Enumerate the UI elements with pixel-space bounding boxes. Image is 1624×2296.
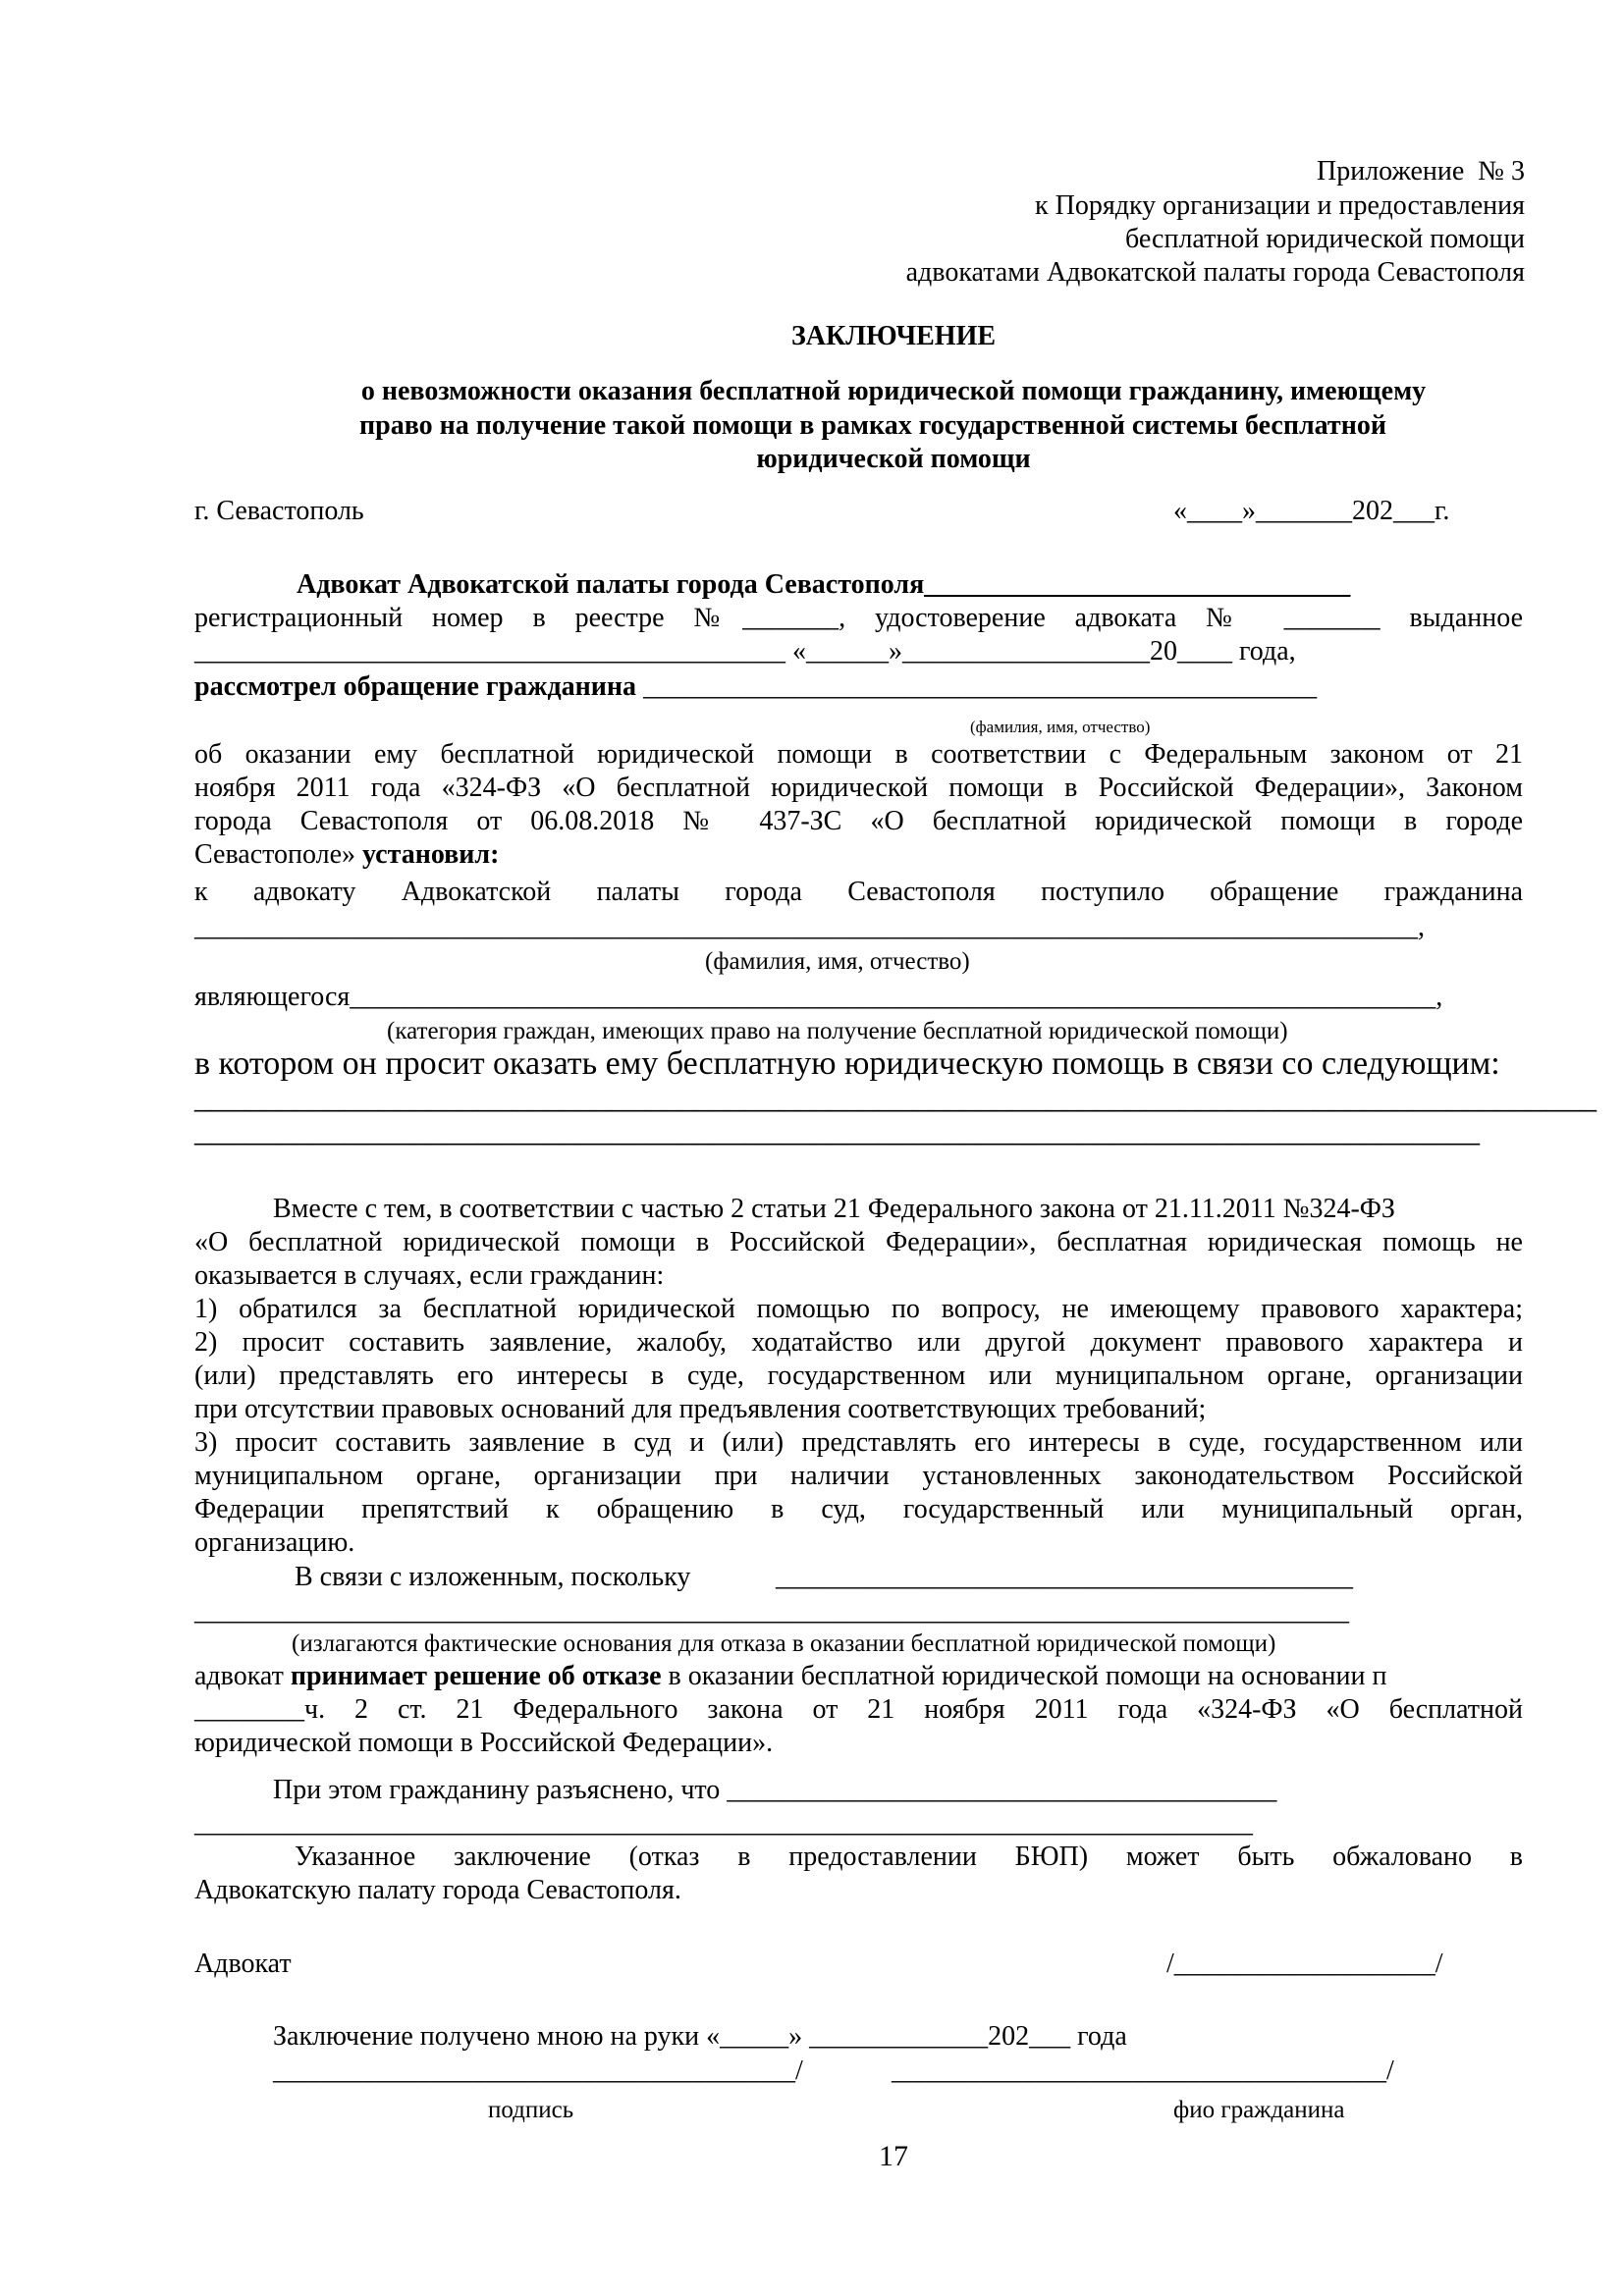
- item-3-line-3: Федерации препятствий к обращению в суд, государственный или муниципальный орган,: [194, 1494, 1523, 1524]
- appeal-line-2: Адвокатскую палату города Севастополя.: [194, 1875, 681, 1905]
- place: г. Севастополь: [194, 496, 364, 526]
- appendix-line-2: к Порядку организации и предоставления: [1035, 190, 1525, 221]
- reviewed-line: рассмотрел обращение гражданина _________________________________________________: [194, 671, 1318, 702]
- appendix-line-4: адвокатами Адвокатской палаты города Севастополя: [905, 257, 1525, 288]
- subtitle-line-1: о невозможности оказания бесплатной юридической помощи гражданину, имеющему: [360, 376, 1427, 406]
- para2-line-2: «О бесплатной юридической помощи в Российской Федерации», бесплатная юридическая помощь не: [194, 1227, 1523, 1257]
- decision-line-1: адвокат принимает решение об отказе в оказании бесплатной юридической помощи на основании п: [194, 1661, 1387, 1691]
- appendix-line-3: бесплатной юридической помощи: [1125, 224, 1525, 254]
- blank-line-2: _____________________________________________________________________________: [194, 1112, 1480, 1148]
- because-blank-2: ____________________________________________________________________________________: [194, 1596, 1349, 1627]
- item-1: 1) обратился за бесплатной юридической помощью по вопросу, не имеющему правового характера;: [194, 1294, 1523, 1324]
- advocate-heading: Адвокат Адвокатской палаты города Севастополя_______________________________: [297, 569, 1351, 600]
- signature-row-right: ____________________________________/: [892, 2056, 1394, 2086]
- fio-caption-small: (фамилия, имя, отчество): [970, 718, 1151, 736]
- item-3-line-4: организацию.: [194, 1527, 355, 1558]
- item-3-line-2: муниципальном органе, организации при наличии установленных законодательством Российской: [194, 1461, 1523, 1491]
- facts-caption: (излагаются фактические основания для отказа в оказании бесплатной юридической помощи): [292, 1630, 1276, 1657]
- decision-line-3: юридической помощи в Российской Федерации».: [194, 1728, 774, 1758]
- advocate-sign-label: Адвокат: [194, 1949, 292, 1979]
- being-line: являющегося_______________________________________________________________________________,: [194, 982, 1443, 1012]
- para2-line-3: оказывается в случаях, если гражданин:: [194, 1260, 665, 1291]
- appendix-number: Приложение № 3: [1317, 156, 1525, 187]
- para1-line-2: ноября 2011 года «324-ФЗ «О бесплатной юридической помощи в Российской Федерации», Законом: [194, 773, 1523, 803]
- para2-line-1: Вместе с тем, в соответствии с частью 2 статьи 21 Федерального закона от 21.11.2011 №324-ФЗ: [273, 1194, 1395, 1224]
- date-field: «____»_______202___г.: [1173, 496, 1450, 526]
- item-3-line-1: 3) просит составить заявление в суд и (или) представлять его интересы в суде, государственном или: [194, 1427, 1523, 1458]
- because-blank: __________________________________________: [776, 1562, 1353, 1592]
- explained-blank-2: _____________________________________________________________________________: [194, 1808, 1253, 1839]
- signature-caption: подпись: [488, 2097, 574, 2123]
- signature-row-left: ______________________________________/: [273, 2056, 803, 2086]
- para1-line-1: об оказании ему бесплатной юридической помощи в соответствии с Федеральным законом от 21: [194, 739, 1523, 770]
- asks-line: в котором он просит оказать ему бесплатную юридическую помощь в связи со следующим:: [194, 1045, 1500, 1082]
- decision-line-2: ________ч. 2 ст. 21 Федерального закона от 21 ноября 2011 года «324-ФЗ «О бесплатной: [194, 1694, 1523, 1725]
- fio-citizen-caption: фио гражданина: [1173, 2097, 1345, 2123]
- registration-line: регистрационный номер в реестре №_______, удостоверение адвоката № _______ выданное: [194, 603, 1523, 633]
- item-2-line-3: при отсутствии правовых оснований для предъявления соответствующих требований;: [194, 1394, 1207, 1424]
- subtitle-line-3: юридической помощи: [756, 444, 1031, 474]
- issued-line: ___________________________________________ «______»__________________20____ года,: [194, 636, 1296, 667]
- category-caption: (категория граждан, имеющих право на получение бесплатной юридической помощи): [387, 1018, 1288, 1044]
- appeal-line-1: Указанное заключение (отказ в предоставлении БЮП) может быть обжаловано в: [295, 1842, 1523, 1872]
- received-hand-line: Заключение получено мною на руки «_____» _____________202___ года: [273, 2021, 1127, 2052]
- advocate-sign-field: /___________________/: [1166, 1949, 1443, 1979]
- received-blank: _________________________________________________________________________________________,: [194, 912, 1425, 942]
- item-2-line-2: (или) представлять его интересы в суде, государственном или муниципальном органе, организации: [194, 1361, 1523, 1391]
- page-number: 17: [879, 2140, 908, 2172]
- blank-line-1: ____________________________________________________________________________________: [194, 1079, 1597, 1115]
- document-title: ЗАКЛЮЧЕНИЕ: [790, 321, 997, 351]
- subtitle-line-2: право на получение такой помощи в рамках государственной системы бесплатной: [359, 410, 1386, 441]
- para1-line-4: Севастополе» установил:: [194, 839, 500, 870]
- fio-caption: (фамилия, имя, отчество): [705, 948, 970, 975]
- item-2-line-1: 2) просит составить заявление, жалобу, ходатайство или другой документ правового характера и: [194, 1327, 1523, 1358]
- because-line: В связи с изложенным, поскольку: [295, 1562, 691, 1592]
- received-line: к адвокату Адвокатской палаты города Севастополя поступило обращение гражданина: [194, 877, 1523, 907]
- para1-line-3: города Севастополя от 06.08.2018 № 437-ЗС «О бесплатной юридической помощи в городе: [194, 806, 1523, 836]
- explained-line: При этом гражданину разъяснено, что ________________________________________: [273, 1775, 1277, 1805]
